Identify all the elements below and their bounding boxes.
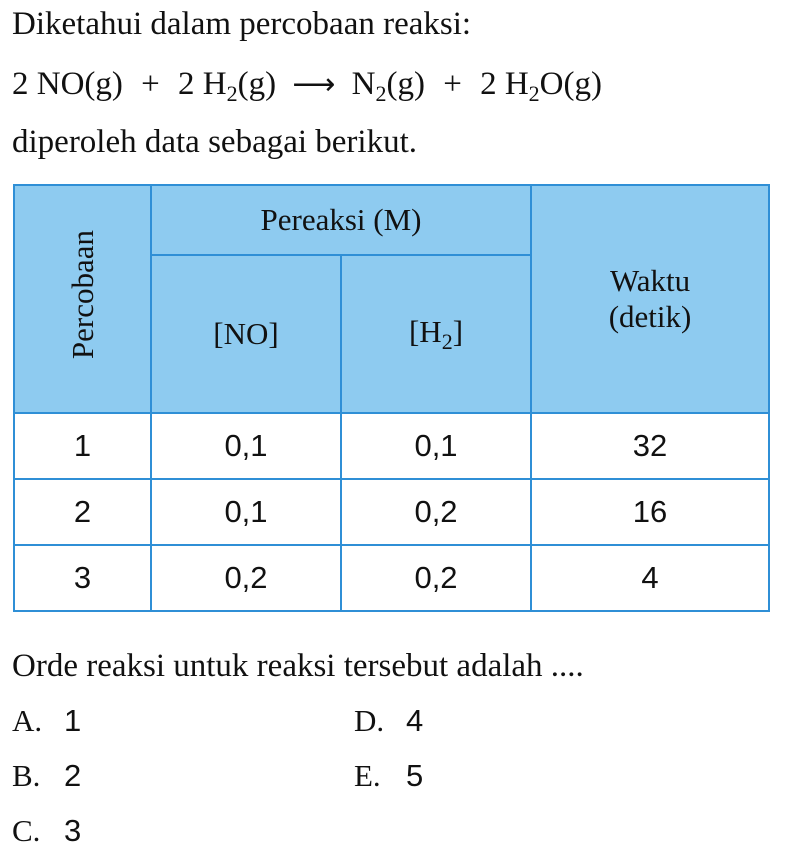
header-waktu — [531, 185, 769, 413]
cell-h2: 0,2 — [341, 545, 531, 611]
option-d-label: D. — [354, 703, 385, 738]
option-b-label: B. — [12, 758, 41, 793]
option-e-value: 5 — [406, 758, 424, 793]
cell-no: 0,2 — [151, 545, 341, 611]
cell-trial: 1 — [14, 413, 151, 479]
cell-h2: 0,1 — [341, 413, 531, 479]
eq-product-n2 — [352, 64, 425, 114]
header-percobaan-text: Percobaan — [65, 230, 100, 360]
eq-product-h2o — [480, 64, 602, 114]
option-e-label: E. — [354, 758, 381, 793]
eq-reactant-h2 — [178, 64, 276, 114]
eq-plus-1: + — [141, 66, 160, 102]
header-h2 — [341, 255, 531, 413]
option-a-value: 1 — [64, 703, 82, 738]
option-c-value: 3 — [64, 813, 82, 848]
eq-plus-2: + — [443, 66, 462, 102]
header-h2-subscript: 2 — [441, 328, 453, 354]
cell-trial: 3 — [14, 545, 151, 611]
eq-h2o-tail: O(g) — [539, 66, 602, 102]
eq-h2-subscript: 2 — [226, 81, 238, 106]
eq-h2o-subscript: 2 — [528, 81, 540, 106]
cell-time: 32 — [531, 413, 769, 479]
reaction-equation — [12, 64, 602, 114]
option-b[interactable] — [12, 757, 81, 795]
header-no: [NO] — [151, 255, 341, 413]
eq-n2-state: (g) — [386, 66, 425, 102]
header-h2-close: ] — [452, 313, 464, 349]
cell-trial: 2 — [14, 479, 151, 545]
cell-time: 4 — [531, 545, 769, 611]
cell-h2: 0,2 — [341, 479, 531, 545]
reaction-arrow-icon: ⟶ — [292, 67, 336, 102]
eq-reactant-no: 2 NO(g) — [12, 66, 123, 102]
eq-h2-symbol: 2 H — [178, 66, 227, 102]
option-a-label: A. — [12, 703, 43, 738]
option-a[interactable] — [12, 702, 81, 740]
table-row — [14, 413, 769, 479]
intro-text: Diketahui dalam percobaan reaksi: — [12, 6, 472, 42]
eq-h2-state: (g) — [237, 66, 277, 102]
option-e[interactable] — [354, 757, 423, 795]
header-waktu-line1: Waktu — [609, 263, 691, 298]
eq-n2-symbol: N — [351, 66, 376, 102]
header-pereaksi: Pereaksi (M) — [151, 185, 531, 255]
option-d[interactable] — [354, 702, 423, 740]
table-row — [14, 479, 769, 545]
eq-n2-subscript: 2 — [375, 81, 387, 106]
header-waktu-line2: (detik) — [608, 299, 692, 334]
option-c-label: C. — [12, 813, 41, 848]
experiment-data-table — [13, 184, 770, 612]
option-d-value: 4 — [406, 703, 424, 738]
option-c[interactable] — [12, 812, 81, 850]
question-text: Orde reaksi untuk reaksi tersebut adalah .... — [12, 648, 584, 684]
eq-h2o-symbol: 2 H — [480, 66, 529, 102]
table-row — [14, 545, 769, 611]
header-percobaan — [14, 185, 151, 413]
option-b-value: 2 — [64, 758, 82, 793]
cell-no: 0,1 — [151, 413, 341, 479]
cell-time: 16 — [531, 479, 769, 545]
header-h2-text: [H — [408, 313, 442, 349]
cell-no: 0,1 — [151, 479, 341, 545]
data-intro-text: diperoleh data sebagai berikut. — [12, 124, 418, 160]
